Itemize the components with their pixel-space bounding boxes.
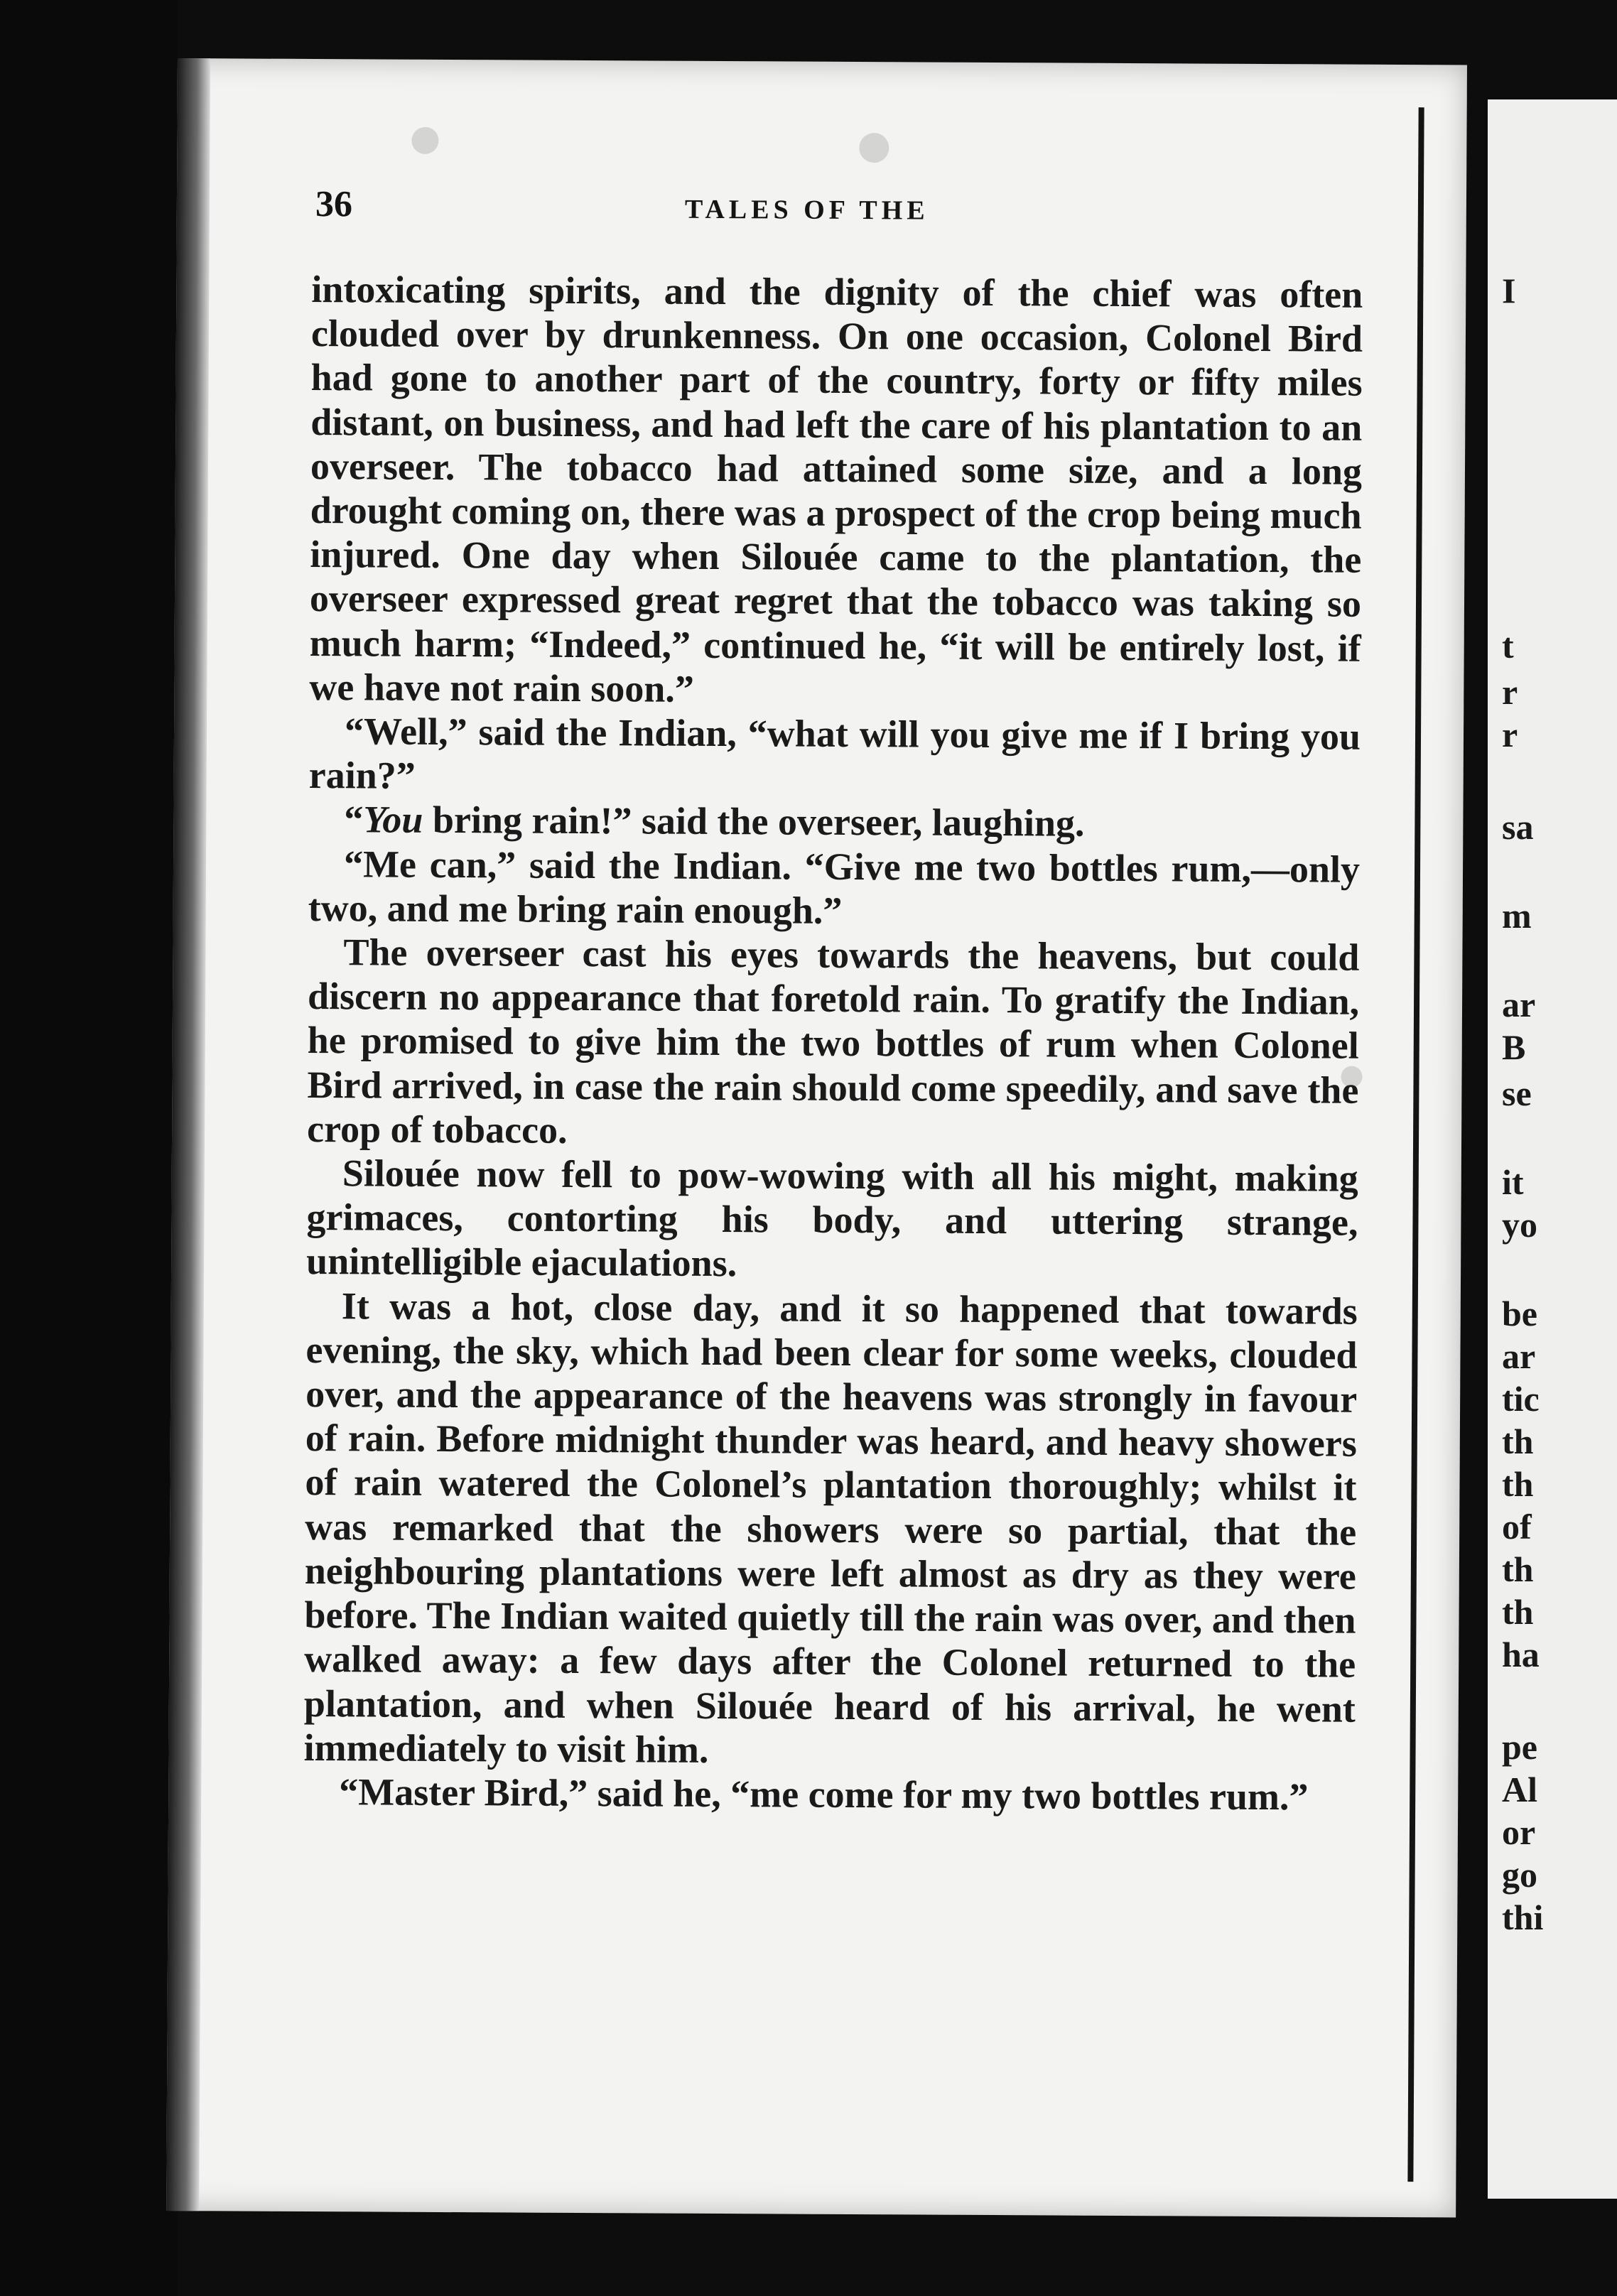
facing-page-fragment: r (1502, 715, 1518, 754)
text-body (303, 267, 1363, 1819)
facing-page-fragment: ha (1502, 1635, 1540, 1674)
facing-page-fragment: r (1502, 672, 1518, 712)
paragraph (309, 709, 1361, 803)
paragraph-text: “ (344, 798, 364, 841)
facing-page-edge (1488, 99, 1617, 2199)
facing-page-fragment: pe (1502, 1727, 1537, 1767)
facing-page-fragment: Al (1502, 1770, 1537, 1809)
facing-page-fragment: I (1502, 271, 1516, 310)
scan-border-left (0, 0, 178, 2296)
paragraph-text: “Well,” said the Indian, “what will you give me if I bring you rain?” (308, 710, 1361, 798)
facing-page-fragment: m (1502, 896, 1532, 936)
facing-page-fragment: th (1502, 1549, 1534, 1589)
facing-page-fragment: ar (1502, 1336, 1536, 1376)
paragraph (306, 1151, 1358, 1289)
facing-page-fragment: thi (1502, 1897, 1544, 1937)
paragraph-text: bring rain!” said the overseer, laughing. (423, 798, 1085, 845)
facing-page-fragment: tic (1502, 1379, 1540, 1419)
facing-page-fragment: sa (1502, 807, 1534, 847)
emphasis-text: You (363, 798, 423, 842)
facing-page-fragment: ar (1502, 985, 1536, 1024)
page-gutter-shadow (1407, 107, 1424, 2182)
paragraph-text: It was a hot, close day, and it so happened that towards evening, the sky, which had been clear for some weeks, clouded over, and the appearance of the heavens was strongly in favour of rain. Before midnight thunder was heard, and heavy showers of rain watered the Colonel’s plantation thoroughly; whilst it was remarked that the showers were so partial, that the neighbouring plantations were left almost as dry as they were before. The Indian waited quietly till the rain was over, and then walked away: a few days after the Colonel returned to the plantation, and when Silouée heard of his arrival, he went immediately to visit him. (303, 1284, 1358, 1771)
paragraph (308, 797, 1360, 847)
facing-page-fragment: se (1502, 1073, 1532, 1113)
book-page (166, 58, 1467, 2217)
scan-smudge (411, 127, 438, 154)
facing-page-fragment: th (1502, 1422, 1534, 1461)
facing-page-fragment: or (1502, 1812, 1536, 1852)
paragraph-text: “Master Bird,” said he, “me come for my two bottles rum.” (339, 1770, 1309, 1819)
paragraph-text: Silouée now fell to pow-wowing with all his might, making grimaces, contorting his body, and uttering strange, unintelligible ejaculations. (305, 1152, 1358, 1285)
page-header (315, 183, 1388, 246)
scan-smudge (859, 133, 889, 163)
paragraph-text: intoxicating spirits, and the dignity of the chief was often clouded over by drunkenness. On one occasion, Colonel Bird had gone to another part of the country, forty or fifty miles distant, on business, and had left the care of his plantation to an overseer. The tobacco had attained some size, and a long drought coming on, there was a prospect of the crop being much injured. One day when Silouée came to the plantation, the overseer expressed great regret that the tobacco was taking so much harm; “Indeed,” continued he, “it will be entirely lost, if we have not rain soon.” (309, 267, 1363, 710)
paragraph (307, 930, 1360, 1157)
facing-page-fragment: go (1502, 1855, 1537, 1895)
paragraph-text: The overseer cast his eyes towards the heavens, but could discern no appearance that foretold rain. To gratify the Indian, he promised to give him the two bottles of rum when Colonel Bird arrived, in case the rain should come speedily, and save the crop of tobacco. (306, 931, 1360, 1152)
paragraph (309, 267, 1363, 715)
paragraph (303, 1284, 1358, 1775)
paragraph-text: “Me can,” said the Indian. “Give me two bottles rum,—only two, and me bring rain enough.” (308, 842, 1361, 932)
paragraph (303, 1770, 1355, 1819)
facing-page-fragment: B (1502, 1027, 1526, 1067)
facing-page-fragment: of (1502, 1507, 1532, 1547)
paragraph (308, 842, 1361, 936)
facing-page-fragment: th (1502, 1464, 1534, 1504)
facing-page-fragment: t (1502, 626, 1514, 666)
facing-page-fragment: yo (1502, 1205, 1537, 1245)
facing-page-fragment: it (1502, 1162, 1524, 1202)
page-number: 36 (315, 184, 353, 225)
running-head: TALES OF THE (684, 194, 929, 226)
facing-page-fragment: th (1502, 1592, 1534, 1632)
facing-page-fragment: be (1502, 1294, 1537, 1333)
